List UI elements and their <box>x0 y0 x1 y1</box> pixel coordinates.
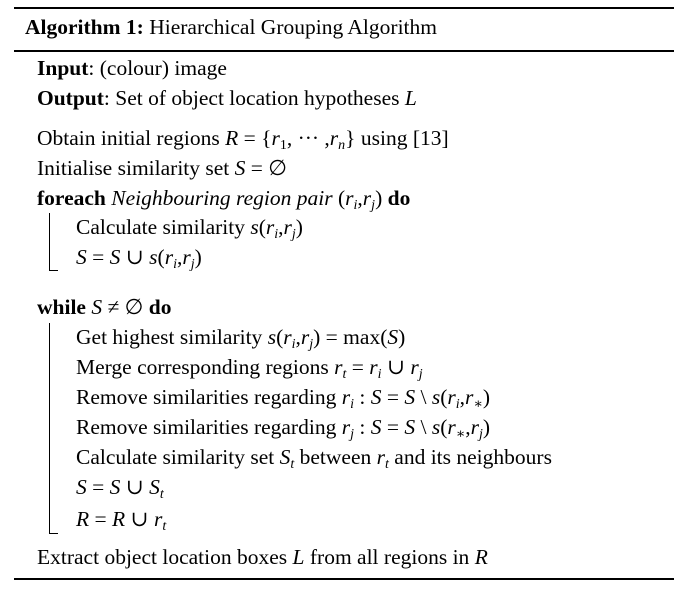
get-math: $s(r_i,r_j) = \max(S)$ <box>267 325 406 352</box>
input-text: : (colour) image <box>88 56 227 80</box>
step-remove-i <box>76 384 490 410</box>
merge-math: $r_t = r_i$ ∪ $r_j$ <box>334 355 423 382</box>
top-rule <box>14 7 674 9</box>
while-block-end <box>49 533 58 534</box>
output-keyword: Output <box>37 86 104 110</box>
step-get-highest <box>76 324 405 350</box>
calcset-prefix: Calculate similarity set <box>76 445 280 469</box>
init-math: S = ∅ <box>234 156 288 180</box>
while-do-keyword: do <box>148 295 172 319</box>
algorithm-heading <box>25 14 437 40</box>
calcset-math-s: $S_t$ <box>279 445 295 472</box>
remove1-prefix: Remove similarities regarding <box>76 385 342 409</box>
remove2-prefix: Remove similarities regarding <box>76 415 342 439</box>
step-union-similarity <box>76 244 202 270</box>
union-math: S = S ∪ $s(r_i,r_j)$ <box>76 245 202 272</box>
bottom-rule <box>14 578 674 580</box>
extract-middle: from all regions in <box>304 545 475 569</box>
while-line <box>37 294 171 320</box>
foreach-keyword: foreach <box>37 186 106 210</box>
remove1-math: $r_i$ : S = S \ $s(r_i,r_∗)$ <box>341 385 491 412</box>
while-math: S ≠ ∅ <box>91 295 144 319</box>
foreach-block-end <box>49 270 58 271</box>
init-prefix: Initialise similarity set <box>37 156 235 180</box>
header-rule <box>14 50 674 52</box>
step-extract-boxes <box>37 544 488 570</box>
step-obtain-regions <box>37 125 449 151</box>
step-remove-j <box>76 414 490 440</box>
step-merge-regions <box>76 354 423 380</box>
calc-prefix: Calculate similarity <box>76 215 251 239</box>
output-text: : Set of object location hypotheses <box>103 86 405 110</box>
calcset-math-r: $r_t$ <box>376 445 389 472</box>
unionset-math: S = S ∪ $S_t$ <box>76 475 164 502</box>
foreach-block-bar <box>49 213 50 271</box>
extract-math-l: L <box>292 545 305 569</box>
while-block-bar <box>49 323 50 534</box>
output-math: L <box>404 86 417 110</box>
extract-math-r: R <box>474 545 488 569</box>
extract-prefix: Extract object location boxes <box>37 545 293 569</box>
remove2-math: $r_j$ : S = S \ $s(r_∗,r_j)$ <box>341 415 491 442</box>
foreach-math: $(r_i,r_j)$ <box>337 186 383 213</box>
step-init-similarity <box>37 155 287 181</box>
calcset-suffix: and its neighbours <box>388 445 552 469</box>
obtain-math: $R = \{r_1$, ··· $,r_n$} <box>225 126 356 153</box>
obtain-prefix: Obtain initial regions <box>37 126 226 150</box>
foreach-condition: Neighbouring region pair <box>111 186 333 210</box>
step-union-set <box>76 474 164 500</box>
step-calculate-set <box>76 444 552 470</box>
step-calculate-similarity <box>76 214 303 240</box>
merge-prefix: Merge corresponding regions <box>76 355 335 379</box>
get-prefix: Get highest similarity <box>76 325 268 349</box>
algorithm-title: Hierarchical Grouping Algorithm <box>149 15 437 39</box>
obtain-suffix: using [13] <box>355 126 449 150</box>
step-union-region <box>76 506 166 532</box>
foreach-line <box>37 185 410 211</box>
input-keyword: Input <box>37 56 89 80</box>
calc-math: $s(r_i,r_j)$ <box>250 215 303 242</box>
output-line <box>37 85 417 111</box>
foreach-do-keyword: do <box>387 186 411 210</box>
while-keyword: while <box>37 295 86 319</box>
calcset-middle: between <box>294 445 377 469</box>
input-line <box>37 55 227 81</box>
unionregion-math: R = R ∪ $r_t$ <box>76 507 167 534</box>
algorithm-label: Algorithm 1: <box>25 15 144 39</box>
